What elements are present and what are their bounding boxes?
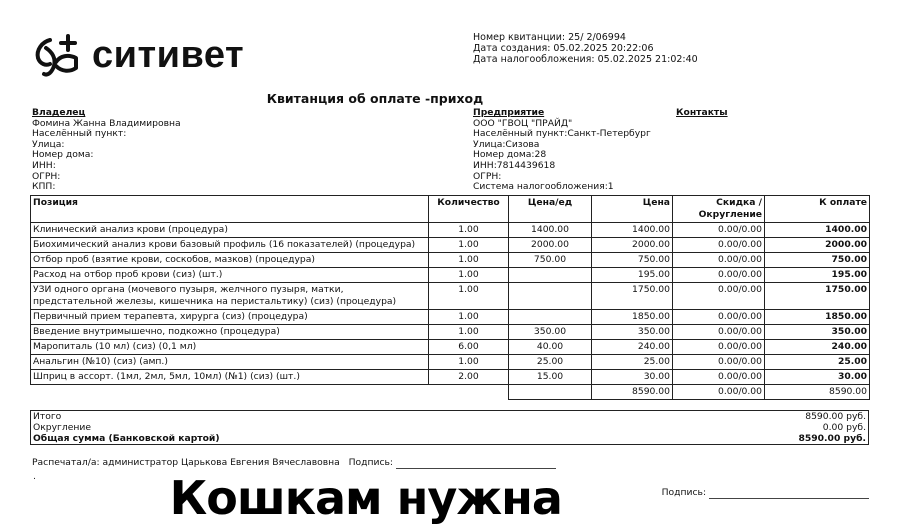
totals-box — [30, 410, 869, 445]
item-discount: 0.00/0.00 — [673, 340, 765, 355]
item-unit-price: 2000.00 — [509, 238, 592, 253]
company-line: Номер дома:28 — [473, 149, 547, 161]
col-discount: Скидка / Округление — [673, 196, 765, 223]
company-line: Населённый пункт:Санкт-Петербург — [473, 128, 651, 140]
contacts-header: Контакты — [676, 107, 728, 118]
receipt-number: Номер квитанции: 25/ 2/06994 — [473, 32, 626, 43]
item-quantity: 1.00 — [429, 223, 509, 238]
owner-block — [32, 108, 181, 193]
item-discount: 0.00/0.00 — [673, 238, 765, 253]
item-unit-price: 1400.00 — [509, 223, 592, 238]
item-price: 240.00 — [592, 340, 673, 355]
item-quantity: 1.00 — [429, 268, 509, 283]
company-line: ОГРН: — [473, 170, 502, 182]
item-to-pay: 750.00 — [765, 253, 870, 268]
item-to-pay: 25.00 — [765, 355, 870, 370]
item-unit-price: 15.00 — [509, 370, 592, 385]
table-row — [31, 355, 870, 370]
item-to-pay: 195.00 — [765, 268, 870, 283]
table-row — [31, 325, 870, 340]
col-unit-price: Цена/ед — [509, 196, 592, 223]
receipt-meta — [473, 32, 698, 65]
item-discount: 0.00/0.00 — [673, 325, 765, 340]
table-row — [31, 283, 870, 310]
item-position: Маропиталь (10 мл) (сиз) (0,1 мл) — [31, 340, 429, 355]
brand-name: ситивет — [92, 34, 245, 76]
item-price: 195.00 — [592, 268, 673, 283]
col-to-pay: К оплате — [765, 196, 870, 223]
brand-logo — [32, 32, 244, 78]
item-unit-price: 750.00 — [509, 253, 592, 268]
item-quantity: 1.00 — [429, 355, 509, 370]
company-block — [473, 108, 651, 193]
item-to-pay: 30.00 — [765, 370, 870, 385]
item-unit-price — [509, 310, 592, 325]
col-price: Цена — [592, 196, 673, 223]
sum-label: Общая сумма (Банковской картой) — [33, 433, 220, 444]
dot-text: . — [33, 471, 36, 482]
item-price: 2000.00 — [592, 238, 673, 253]
table-row — [31, 268, 870, 283]
items-table — [30, 195, 870, 400]
item-quantity: 1.00 — [429, 238, 509, 253]
col-quantity: Количество — [429, 196, 509, 223]
item-price: 750.00 — [592, 253, 673, 268]
col-position: Позиция — [31, 196, 429, 223]
item-quantity: 1.00 — [429, 325, 509, 340]
signature-label: Подпись: — [348, 457, 393, 468]
item-to-pay: 1750.00 — [765, 283, 870, 310]
item-position: Отбор проб (взятие крови, соскобов, мазков) (процедура) — [31, 253, 429, 268]
item-position: УЗИ одного органа (мочевого пузыря, желчного пузыря, матки, предстательной железы, кишечника на перистальтику) (сиз) (процедура) — [31, 283, 429, 310]
page-title: Квитанция об оплате -приход — [266, 91, 484, 106]
item-discount: 0.00/0.00 — [673, 370, 765, 385]
total-price: 8590.00 — [592, 385, 673, 400]
item-to-pay: 1850.00 — [765, 310, 870, 325]
item-price: 1850.00 — [592, 310, 673, 325]
total-pay: 8590.00 — [765, 385, 870, 400]
company-header: Предприятие — [473, 107, 545, 118]
signature-line-2 — [709, 490, 869, 499]
item-price: 30.00 — [592, 370, 673, 385]
item-position: Анальгин (№10) (сиз) (амп.) — [31, 355, 429, 370]
item-to-pay: 2000.00 — [765, 238, 870, 253]
bottom-row — [30, 471, 869, 523]
company-line: ООО "ГВОЦ "ПРАЙД" — [473, 117, 573, 129]
item-price: 1750.00 — [592, 283, 673, 310]
item-discount: 0.00/0.00 — [673, 253, 765, 268]
owner-line: Номер дома: — [32, 149, 94, 161]
item-quantity: 6.00 — [429, 340, 509, 355]
sum-value: 8590.00 руб. — [798, 433, 866, 444]
item-position: Расход на отбор проб крови (сиз) (шт.) — [31, 268, 429, 283]
receipt-body — [30, 195, 869, 523]
watermark-text: Кошкам нужна — [169, 471, 562, 525]
item-position: Клинический анализ крови (процедура) — [31, 223, 429, 238]
table-total-row — [31, 385, 870, 400]
item-price: 1400.00 — [592, 223, 673, 238]
empty-cell — [509, 385, 592, 400]
item-quantity: 1.00 — [429, 253, 509, 268]
item-discount: 0.00/0.00 — [673, 355, 765, 370]
company-line: ИНН:7814439618 — [473, 159, 556, 171]
table-row — [31, 310, 870, 325]
item-position: Шприц в ассорт. (1мл, 2мл, 5мл, 10мл) (№1) (сиз) (шт.) — [31, 370, 429, 385]
signature-label-2: Подпись: — [661, 487, 707, 498]
item-discount: 0.00/0.00 — [673, 223, 765, 238]
table-row — [31, 370, 870, 385]
printed-by — [30, 457, 869, 469]
item-quantity: 1.00 — [429, 283, 509, 310]
item-to-pay: 240.00 — [765, 340, 870, 355]
table-row — [31, 238, 870, 253]
tax-date: Дата налогообложения: 05.02.2025 21:02:40 — [473, 54, 698, 65]
pet-plus-logo-icon — [32, 32, 84, 78]
company-line: Улица:Сизова — [473, 138, 540, 150]
item-price: 25.00 — [592, 355, 673, 370]
owner-line: КПП: — [32, 181, 56, 193]
item-discount: 0.00/0.00 — [673, 283, 765, 310]
subtotal-label: Итого — [33, 411, 62, 422]
item-to-pay: 350.00 — [765, 325, 870, 340]
rounding-value: 0.00 руб. — [822, 422, 866, 433]
table-header — [31, 196, 870, 223]
item-unit-price: 350.00 — [509, 325, 592, 340]
item-quantity: 2.00 — [429, 370, 509, 385]
table-row — [31, 253, 870, 268]
signature-line — [396, 460, 556, 469]
owner-line: ИНН: — [32, 159, 56, 171]
printed-by-text: Распечатал/а: администратор Царькова Евгения Вячеславовна — [32, 457, 340, 468]
empty-cell — [31, 385, 509, 400]
creation-date: Дата создания: 05.02.2025 20:22:06 — [473, 43, 654, 54]
client-signature — [662, 471, 869, 499]
item-unit-price: 40.00 — [509, 340, 592, 355]
rounding-label: Округление — [33, 422, 92, 433]
table-row — [31, 223, 870, 238]
item-unit-price — [509, 268, 592, 283]
owner-line: Фомина Жанна Владимировна — [32, 117, 181, 129]
item-to-pay: 1400.00 — [765, 223, 870, 238]
owner-line: Населённый пункт: — [32, 128, 127, 140]
table-row — [31, 340, 870, 355]
item-position: Биохимический анализ крови базовый профиль (16 показателей) (процедура) — [31, 238, 429, 253]
item-price: 350.00 — [592, 325, 673, 340]
company-line: Система налогообложения:1 — [473, 181, 614, 193]
subtotal-value: 8590.00 руб. — [805, 411, 866, 422]
item-discount: 0.00/0.00 — [673, 310, 765, 325]
owner-line: ОГРН: — [32, 170, 61, 182]
item-position: Введение внутримышечно, подкожно (процедура) — [31, 325, 429, 340]
item-unit-price: 25.00 — [509, 355, 592, 370]
item-unit-price — [509, 283, 592, 310]
total-discount: 0.00/0.00 — [673, 385, 765, 400]
owner-line: Улица: — [32, 138, 65, 150]
item-position: Первичный прием терапевта, хирурга (сиз) (процедура) — [31, 310, 429, 325]
item-discount: 0.00/0.00 — [673, 268, 765, 283]
item-quantity: 1.00 — [429, 310, 509, 325]
owner-header: Владелец — [32, 107, 86, 118]
